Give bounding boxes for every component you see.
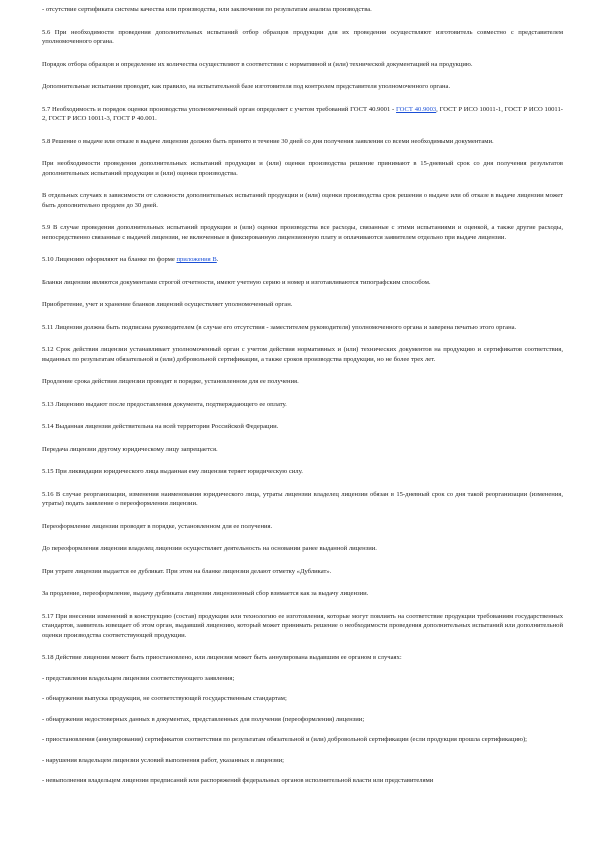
paragraph <box>42 300 563 310</box>
paragraph-text: - обнаружения недостоверных данных в документах, представленных для получения (переоформления) лицензии; <box>42 715 365 723</box>
paragraph <box>42 5 563 15</box>
paragraph <box>42 278 563 288</box>
paragraph <box>42 191 563 210</box>
paragraph <box>42 323 563 333</box>
paragraph-text: 5.7 Необходимость и порядок оценки производства уполномоченный орган определяет с учетом требований ГОСТ 40.9001 - <box>42 105 397 113</box>
paragraph <box>42 715 563 725</box>
paragraph <box>42 82 563 92</box>
paragraph <box>42 345 563 364</box>
paragraph <box>42 589 563 599</box>
paragraph <box>42 776 563 786</box>
paragraph <box>42 567 563 577</box>
paragraph <box>42 223 563 242</box>
paragraph-text: 5.9 В случае проведения дополнительных испытаний продукции и (или) оценки производства все расходы, связанные с этими испытаниями и оценкой, а также другие расходы, непосредственно связанные с выдачей лицензии, не включенные в фиксированную лицензионную плату и оплачиваются заявителем отдельно при выдаче лицензии. <box>42 224 563 241</box>
paragraph <box>42 377 563 387</box>
paragraph <box>42 159 563 178</box>
document-page <box>42 5 563 797</box>
paragraph-text: - невыполнения владельцем лицензии предписаний или распоряжений федеральных органов исполнительной власти или представителями <box>42 777 434 784</box>
paragraph-text: - обнаружения выпуска продукции, не соответствующей государственным стандартам; <box>42 695 287 702</box>
paragraph-text: Переоформление лицензии проводят в порядке, установленном для ее получения. <box>42 522 273 530</box>
paragraph <box>42 105 563 124</box>
paragraph-text: Продление срока действия лицензии проводят в порядке, установленном для ее получения. <box>42 378 299 385</box>
paragraph-text: 5.14 Выданная лицензия действительна на всей территории Российской Федерации. <box>42 423 279 430</box>
paragraph-text-tail: . <box>216 256 219 263</box>
paragraph <box>42 735 563 745</box>
paragraph <box>42 467 563 477</box>
paragraph <box>42 490 563 509</box>
paragraph-text: 5.13 Лицензию выдают после предоставления документа, подтверждающего ее оплату. <box>42 400 287 408</box>
paragraph-text: Бланки лицензии являются документами строгой отчетности, имеют учетную серию и номер и изготавливаются типографским способом. <box>42 278 431 286</box>
paragraph-text: При необходимости проведения дополнительных испытаний продукции и (или) оценки производства решение принимают в 15-дневный срок со дня получения результатов дополнительных испытаний продукции и (или) оценки производства. <box>42 160 563 177</box>
paragraph-text: 5.15 При ликвидации юридического лица выданная ему лицензия теряет юридическую силу. <box>42 468 303 475</box>
paragraph-text: 5.12 Срок действия лицензии устанавливает уполномоченный орган с учетом действия нормативных и (или) технических документов на продукцию и сертификатов соответствия, выданных по результатам обязательной и (или) добровольной сертификации, а также сроков производства продукции, но не более трех лет. <box>42 346 563 363</box>
paragraph <box>42 137 563 147</box>
paragraph-text: В отдельных случаях в зависимости от сложности дополнительных испытаний продукции и (или) оценки производства срок решения о выдаче или об отказе в выдаче лицензии может быть дополнительно продлен до 30 дней. <box>42 192 563 209</box>
paragraph-text: До переоформления лицензии владелец лицензии осуществляет деятельность на основании ранее выданной лицензии. <box>42 545 377 552</box>
paragraph-text: - приостановления (аннулирования) сертификатов соответствия по результатам обязательной и (или) добровольной сертификации (если продукция прошла сертификацию); <box>42 736 527 743</box>
paragraph <box>42 756 563 766</box>
paragraph-text: - отсутствие сертификата системы качества или производства, или заключения по результатам анализа производства. <box>42 6 372 13</box>
paragraph-text: 5.10 Лицензию оформляют на бланке по форме <box>42 256 177 263</box>
paragraph-text: 5.6 При необходимости проведения дополнительных испытаний отбор образцов продукции для их проведения осуществляют изготовитель совместно с представителем уполномоченного органа. <box>42 28 563 45</box>
paragraph-text: - представления владельцем лицензии соответствующего заявления; <box>42 674 235 682</box>
paragraph <box>42 522 563 532</box>
paragraph <box>42 445 563 455</box>
paragraph-text-tail: , ГОСТ Р ИСО 10011-1, ГОСТ Р ИСО 10011-2, ГОСТ Р ИСО 10011-3, ГОСТ Р 40.001. <box>42 105 563 122</box>
document-reference-link[interactable]: приложения В <box>176 256 217 263</box>
paragraph-text: За продление, переоформление, выдачу дубликата лицензии лицензионный сбор взимается как за выдачу лицензии. <box>42 590 369 597</box>
paragraph <box>42 255 563 265</box>
paragraph-text: 5.11 Лицензия должна быть подписана руководителем (в случае его отсутствия - заместителем руководителя) уполномоченного органа и заверена печатью этого органа. <box>42 323 517 331</box>
paragraph <box>42 694 563 704</box>
paragraph-text: 5.16 В случае реорганизации, изменения наименования юридического лица, утраты лицензии владелец лицензии обязан в 15-дневный срок со дня такой реорганизации (изменения, утраты) подать заявление о переоформлении лицензии. <box>42 490 563 507</box>
paragraph <box>42 653 563 663</box>
paragraph <box>42 544 563 554</box>
paragraph-text: При утрате лицензии выдается ее дубликат. При этом на бланке лицензии делают отметку «Дубликат». <box>42 567 332 575</box>
paragraph-text: Дополнительные испытания проводят, как правило, на испытательной базе изготовителя под контролем представителя уполномоченного органа. <box>42 83 451 90</box>
paragraph-text: Передача лицензии другому юридическому лицу запрещается. <box>42 445 218 453</box>
paragraph <box>42 422 563 432</box>
paragraph-text: 5.17 При внесении изменений в конструкцию (состав) продукции или технологию ее изготовления, которые могут повлиять на соответствие продукции требованиям государственных стандартов, заявитель извещает об этом орган, выдавший лицензию, который может принимать решение о необходимости проведения дополнительных испытаний или дополнительной оценки производства соответствующей продукции. <box>42 612 563 639</box>
paragraph-text: - нарушения владельцем лицензии условий выполнения работ, указанных в лицензии; <box>42 756 284 764</box>
paragraph-text: Порядок отбора образцов и определение их количества осуществляют в соответствии с нормативной и (или) технической документацией на продукцию. <box>42 60 473 68</box>
paragraph-text: 5.8 Решение о выдаче или отказе в выдаче лицензии должно быть принято в течение 30 дней со дня получения заявления со всеми необходимыми документами. <box>42 137 494 145</box>
paragraph <box>42 28 563 47</box>
paragraph <box>42 60 563 70</box>
paragraph <box>42 674 563 684</box>
document-reference-link[interactable]: ГОСТ 40.9003 <box>396 105 437 113</box>
paragraph-text: Приобретение, учет и хранение бланков лицензий осуществляет уполномоченный орган. <box>42 301 293 308</box>
paragraph <box>42 400 563 410</box>
paragraph <box>42 612 563 641</box>
paragraph-text: 5.18 Действие лицензии может быть приостановлено, или лицензия может быть аннулирована выдавшим ее органом в случаях: <box>42 654 402 661</box>
